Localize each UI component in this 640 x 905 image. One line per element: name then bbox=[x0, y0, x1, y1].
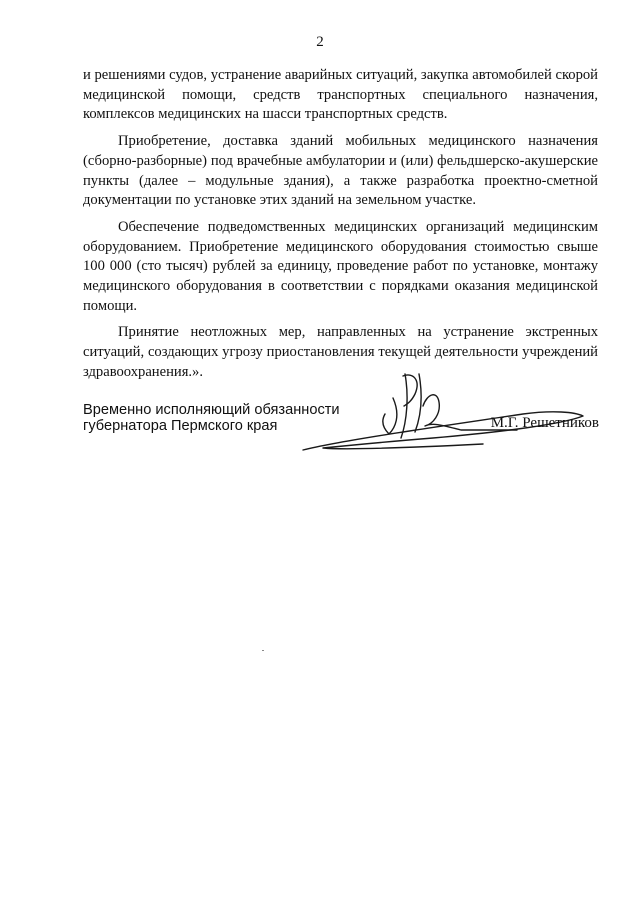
scan-artifact-dot bbox=[262, 650, 264, 651]
signer-position-line2: губернатора Пермского края bbox=[83, 418, 278, 434]
document-body bbox=[83, 66, 598, 390]
paragraph-urgent-measures: Принятие неотложных мер, направленных на устранение экстренных ситуаций, создающих угрозу приостановления текущей деятельности учреждений здравоохранения.». bbox=[83, 324, 598, 380]
page-number: 2 bbox=[316, 34, 324, 50]
paragraph-medical-equipment: Обеспечение подведомственных медицинских организаций медицинским оборудованием. Приобретение медицинского оборудования стоимостью свыше 100 000 (сто тысяч) рублей за единицу, проведение работ по установке, монтажу медицинского оборудования в соответствии с порядками оказания медицинской помощи. bbox=[83, 218, 598, 314]
signer-position-line1: Временно исполняющий обязанности bbox=[83, 402, 340, 418]
paragraph-modular-buildings: Приобретение, доставка зданий мобильных медицинского назначения (сборно-разборные) под врачебные амбулатории и (или) фельдшерско-акушерские пункты (далее – модульные здания), а также разработка проектно-сметной документации по установке этих зданий на земельном участке. bbox=[83, 133, 598, 209]
signer-name: М.Г. Решетников bbox=[490, 415, 599, 431]
paragraph-continuation: и решениями судов, устранение аварийных ситуаций, закупка автомобилей скорой медицинской помощи, средств транспортных специального назначения, комплексов медицинских на шасси транспортных средств. bbox=[83, 67, 598, 123]
signature-block bbox=[83, 402, 603, 472]
